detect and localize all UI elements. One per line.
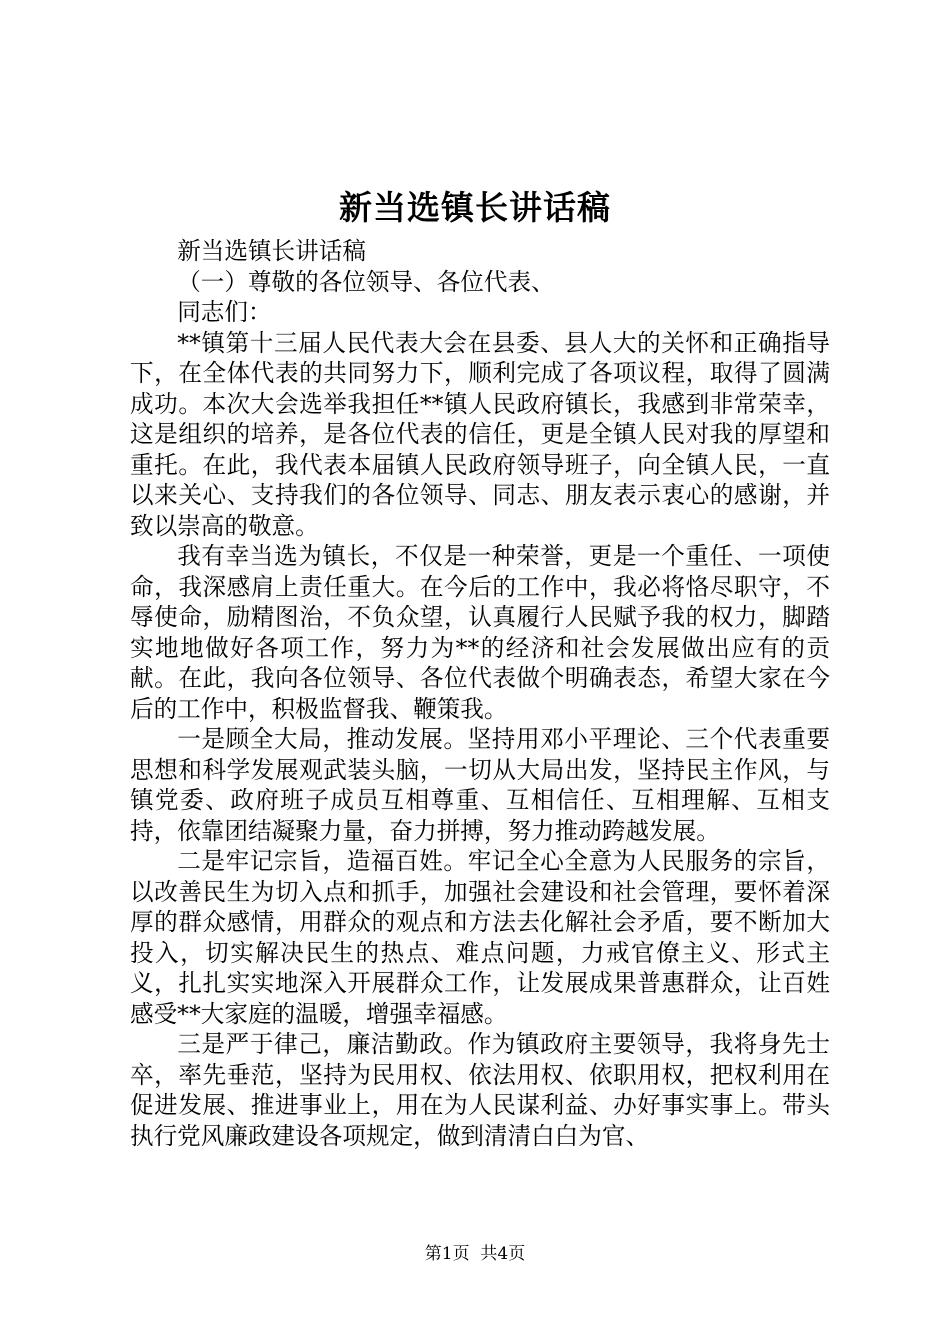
body-paragraph: 我有幸当选为镇长，不仅是一种荣誉，更是一个重任、一项使命，我深感肩上责任重大。在今后的工作中，我必将恪尽职守，不辱使命，励精图治，不负众望，认真履行人民赋予我的权力，脚踏实地地做好各项工作，努力为**的经济和社会发展做出应有的贡献。在此，我向各位领导、各位代表做个明确表态，希望大家在今后的工作中，积极监督我、鞭策我。: [130, 542, 830, 723]
body-paragraph: 一是顾全大局，推动发展。坚持用邓小平理论、三个代表重要思想和科学发展观武装头脑，一切从大局出发，坚持民主作风，与镇党委、政府班子成员互相尊重、互相信任、互相理解、互相支持，依靠团结凝聚力量，奋力拼搏，努力推动跨越发展。: [130, 725, 830, 845]
body-paragraph-subtitle: 新当选镇长讲话稿: [177, 237, 366, 265]
body-paragraph: **镇第十三届人民代表大会在县委、县人大的关怀和正确指导下，在全体代表的共同努力下，顺利完成了各项议程，取得了圆满成功。本次大会选举我担任**镇人民政府镇长，我感到非常荣幸，这是组织的培养，是各位代表的信任，更是全镇人民对我的厚望和重托。在此，我代表本届镇人民政府领导班子，向全镇人民，一直以来关心、支持我们的各位领导、同志、朋友表示衷心的感谢，并致以崇高的敬意。: [130, 328, 830, 540]
document-title: 新当选镇长讲话稿: [339, 188, 611, 227]
page-footer: [0, 1242, 950, 1266]
body-paragraph-salutation-cont: 同志们：: [177, 298, 272, 326]
page-total: 共4页: [480, 1244, 526, 1264]
footer-separator: [470, 1244, 481, 1264]
body-paragraph: 三是严于律己，廉洁勤政。作为镇政府主要领导，我将身先士卒，率先垂范，坚持为民用权、依法用权、依职用权，把权利用在促进发展、推进事业上，用在为人民谋利益、办好事实事上。带头执行党风廉政建设各项规定，做到清清白白为官、: [130, 1030, 830, 1150]
page-number: 第1页: [424, 1244, 470, 1264]
body-paragraph: 二是牢记宗旨，造福百姓。牢记全心全意为人民服务的宗旨，以改善民生为切入点和抓手，加强社会建设和社会管理，要怀着深厚的群众感情，用群众的观点和方法去化解社会矛盾，要不断加大投入，切实解决民生的热点、难点问题，力戒官僚主义、形式主义，扎扎实实地深入开展群众工作，让发展成果普惠群众，让百姓感受**大家庭的温暖，增强幸福感。: [130, 847, 830, 1028]
body-paragraph-salutation: （一）尊敬的各位领导、各位代表、: [177, 267, 555, 296]
document-body: [130, 236, 830, 1151]
